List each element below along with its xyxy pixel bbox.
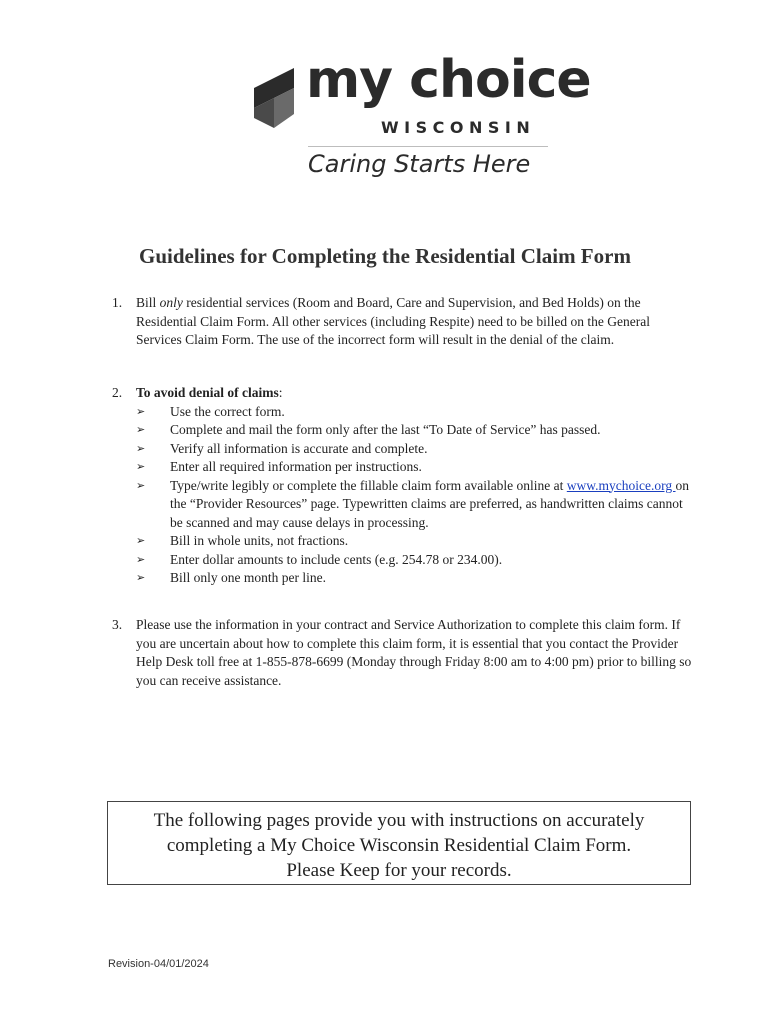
bullet-list: [136, 403, 692, 588]
bullet-text: Complete and mail the form only after the last “To Date of Service” has passed.: [170, 422, 601, 437]
list-item: [136, 458, 692, 477]
instructions-notice-box: [107, 801, 691, 885]
logo-state-text: WISCONSIN: [381, 118, 536, 137]
arrow-bullet-icon: ➢: [136, 552, 146, 566]
list-item: [136, 403, 692, 422]
item-emphasis: only: [159, 295, 183, 310]
mychoice-website-link[interactable]: www.mychoice.org: [566, 477, 676, 493]
item-text-end: residential services (Room and Board, Care and Supervision, and Bed Holds) on the Residential Claim Form. All other services (including Respite) need to be billed on the General Services Claim Form. The use of the incorrect form will result in the denial of the claim.: [136, 295, 651, 347]
item-text: Please use the information in your contract and Service Authorization to complete this claim form. If you are uncertain about how to complete this claim form, it is essential that you contact the Provider Help Desk toll free at 1-855-878-6699 (Monday through Friday 8:00 am to 4:00 pm) prior to billing so you can receive assistance.: [136, 617, 692, 688]
my-choice-logo: [246, 50, 591, 184]
arrow-bullet-icon: ➢: [136, 404, 146, 418]
arrow-bullet-icon: ➢: [136, 571, 146, 584]
bullet-text: Enter all required information per instructions.: [170, 459, 422, 474]
arrow-bullet-icon: ➢: [136, 534, 146, 547]
guideline-item-1: [112, 294, 692, 350]
list-item: [136, 477, 692, 533]
revision-date: Revision-04/01/2024: [108, 958, 209, 970]
item-number: 1.: [112, 295, 123, 310]
bullet-text: Use the correct form.: [170, 403, 285, 419]
list-item: [136, 551, 692, 570]
arrow-bullet-icon: ➢: [136, 460, 146, 473]
bullet-text: Bill only one month per line.: [170, 570, 326, 585]
item-text: [136, 294, 692, 350]
list-item: [136, 440, 692, 459]
item-heading-colon: :: [278, 385, 283, 400]
arrow-bullet-icon: ➢: [136, 478, 146, 492]
guideline-item-2: [112, 384, 692, 588]
logo-mark-icon: [248, 66, 300, 136]
logo-divider: [308, 146, 548, 147]
bullet-text-continued: on the “Provider Resources” page. Typewritten claims are preferred, as handwritten claims cannot be scanned and may cause delays in processing.: [170, 477, 690, 530]
item-content: [136, 384, 692, 588]
item-heading: [136, 384, 692, 403]
notice-line-3: Please Keep for your records.: [286, 860, 512, 881]
logo-tagline: Caring Starts Here: [308, 150, 531, 178]
guideline-item-3: [112, 616, 692, 690]
arrow-bullet-icon: ➢: [136, 441, 146, 455]
bullet-text: Bill in whole units, not fractions.: [170, 533, 349, 548]
list-item: [136, 532, 692, 551]
bullet-text: Type/write legibly or complete the fillable claim form available online at: [170, 477, 567, 493]
item-number: 2.: [112, 385, 123, 400]
list-item: [136, 421, 692, 440]
arrow-bullet-icon: ➢: [136, 423, 146, 436]
bullet-text: Enter dollar amounts to include cents (e.g. 254.78 or 234.00).: [170, 551, 503, 567]
list-item: [136, 569, 692, 588]
item-text-start: Bill: [136, 295, 160, 310]
bullet-text: Verify all information is accurate and complete.: [170, 440, 428, 456]
item-number: 3.: [112, 617, 123, 632]
notice-line-1: The following pages provide you with instructions on accurately: [153, 810, 645, 831]
logo-brand-text: my choice: [306, 50, 591, 110]
page-title: Guidelines for Completing the Residential Claim Form: [139, 244, 631, 268]
notice-line-2: completing a My Choice Wisconsin Residential Claim Form.: [166, 835, 632, 856]
item-heading-text: To avoid denial of claims: [136, 385, 279, 400]
